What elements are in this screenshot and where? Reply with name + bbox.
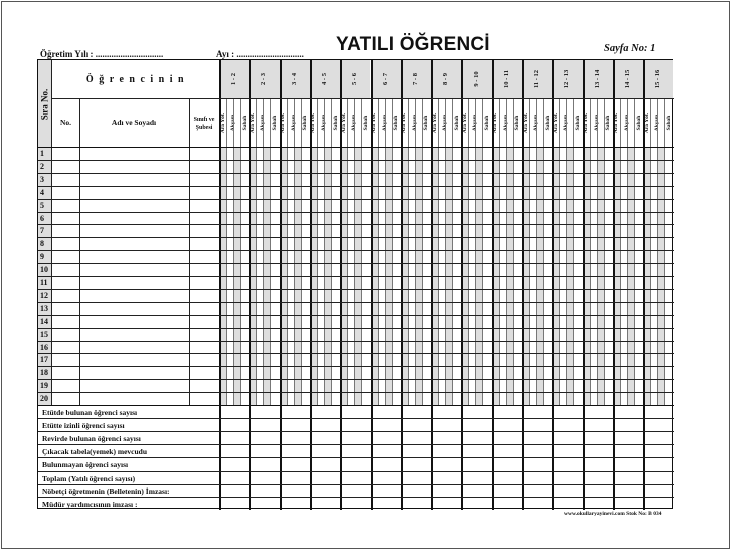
page-number: Sayfa No: 1 — [604, 43, 656, 54]
row-divider — [38, 160, 674, 161]
student-row[interactable] — [52, 199, 674, 212]
name-divider — [189, 98, 190, 405]
sub-column-label: Akşam — [472, 114, 479, 131]
sub-column-label: Sabah — [302, 115, 309, 130]
sub-column-label: Ara Yöt. — [492, 112, 499, 133]
student-row[interactable] — [52, 315, 674, 328]
day-group-label: 5 - 6 — [351, 73, 359, 85]
sub-column-label: Sabah — [423, 115, 430, 130]
student-row[interactable] — [52, 276, 674, 289]
no-column-header: No. — [59, 118, 72, 127]
academic-year-field: Öğretim Yılı : .............................. — [40, 49, 164, 59]
row-divider — [38, 276, 674, 277]
month-field: Ayı : .............................. — [216, 49, 304, 59]
row-divider — [38, 366, 674, 367]
sub-column-label: Ara Yöt. — [522, 112, 529, 133]
day-group-label: 3 - 4 — [290, 73, 298, 85]
sub-column-label: Sabah — [605, 115, 612, 130]
sub-column-label: Sabah — [514, 115, 521, 130]
summary-row-cells[interactable] — [219, 444, 674, 457]
summary-row-label: Müdür yardımcısının imzası : — [42, 499, 138, 509]
sub-column-label: Akşam — [654, 114, 661, 131]
sub-column-label: Sabah — [362, 115, 369, 130]
student-row[interactable] — [52, 328, 674, 341]
sub-column-label: Akşam — [230, 114, 236, 131]
summary-row-cells[interactable] — [219, 471, 674, 484]
sub-column-label: Akşam — [381, 114, 388, 131]
student-row[interactable] — [52, 379, 674, 392]
sub-column-label: Sabah — [241, 115, 248, 130]
student-row[interactable] — [52, 186, 674, 199]
sub-column-label: Akşam — [260, 114, 267, 131]
day-group-label: 15 - 16 — [654, 69, 662, 89]
row-divider — [38, 302, 674, 303]
day-group-label: 2 - 3 — [260, 73, 268, 85]
sub-column-label: Sabah — [544, 115, 551, 130]
row-divider — [38, 289, 674, 290]
row-number: 7 — [40, 226, 44, 236]
sub-column-label: Akşam — [593, 114, 600, 131]
sub-column-label: Ara Yöt. — [280, 112, 287, 133]
publisher-footer: www.okullaryayinevi.com Stok No: B 034 — [564, 511, 662, 517]
student-row[interactable] — [52, 160, 674, 173]
row-divider — [38, 341, 674, 342]
sub-column-label: Sabah — [271, 115, 278, 130]
summary-row-label: Toplam (Yatılı öğrenci sayısı) — [42, 473, 136, 483]
student-row[interactable] — [52, 302, 674, 315]
sub-column-label: Ara Yöt. — [219, 112, 226, 133]
row-divider — [38, 173, 674, 174]
row-divider — [38, 379, 674, 380]
sub-column-label: Akşam — [502, 114, 509, 131]
day-group-label: 13 - 14 — [593, 69, 601, 89]
sub-column-label: Sabah — [574, 115, 581, 130]
summary-row-cells[interactable] — [219, 405, 674, 418]
summary-row-cells[interactable] — [219, 497, 674, 510]
day-group-label: 4 - 5 — [321, 73, 329, 85]
student-row[interactable] — [52, 263, 674, 276]
student-row[interactable] — [52, 353, 674, 366]
sub-column-label: Akşam — [533, 114, 539, 131]
row-number: 19 — [40, 381, 48, 391]
row-number: 14 — [40, 316, 48, 326]
day-group-label: 10 - 11 — [502, 69, 510, 89]
row-number: 12 — [40, 290, 48, 300]
day-group-label: 9 - 10 — [472, 71, 480, 87]
sub-column-label: Sabah — [453, 115, 460, 130]
summary-row-cells[interactable] — [219, 484, 674, 497]
sub-column-label: Akşam — [442, 114, 449, 131]
sub-column-label: Sabah — [393, 115, 400, 130]
row-number: 4 — [40, 187, 44, 197]
class-header-line1: Sınıfı ve — [193, 117, 215, 123]
header-bottom — [38, 147, 674, 148]
student-row[interactable] — [52, 224, 674, 237]
row-no-header: Sıra No. — [39, 88, 50, 121]
day-group-label: 7 - 8 — [411, 73, 419, 85]
row-number: 17 — [40, 355, 48, 365]
sub-column-label: Akşam — [563, 114, 570, 131]
sub-column-label: Ara Yöt. — [249, 112, 256, 133]
row-divider — [38, 250, 674, 251]
summary-row-cells[interactable] — [219, 431, 674, 444]
row-number: 13 — [40, 303, 48, 313]
row-divider — [38, 237, 674, 238]
day-group-label: 6 - 7 — [381, 73, 389, 85]
row-number: 18 — [40, 368, 48, 378]
sub-column-label: Ara Yöt. — [371, 112, 377, 133]
sub-column-label: Akşam — [411, 114, 418, 131]
class-column-header — [189, 116, 219, 132]
sub-column-label: Ara Yöt. — [552, 112, 559, 133]
attendance-table — [37, 59, 673, 509]
row-number: 2 — [40, 161, 44, 171]
row-number: 9 — [40, 252, 44, 262]
row-divider — [38, 328, 674, 329]
summary-row-label: Çıkacak tabela(yemek) mevcudu — [42, 447, 147, 457]
row-divider — [38, 315, 674, 316]
row-number: 10 — [40, 265, 48, 275]
student-row[interactable] — [52, 366, 674, 379]
sub-column-label: Sabah — [332, 115, 339, 130]
row-number: 15 — [40, 329, 48, 339]
student-row[interactable] — [52, 392, 674, 405]
sub-column-label: Akşam — [290, 114, 297, 131]
summary-row-cells[interactable] — [219, 457, 674, 470]
row-divider — [38, 392, 674, 393]
student-row[interactable] — [52, 147, 674, 160]
sub-column-label: Ara Yöt. — [643, 112, 650, 133]
day-group-label: 14 - 15 — [624, 69, 632, 89]
row-divider — [38, 186, 674, 187]
student-group-header: Ö ğ r e n c i n i n — [85, 74, 186, 85]
sub-column-label: Akşam — [351, 114, 358, 131]
summary-row-label: Etütte izinli öğrenci sayısı — [42, 421, 125, 431]
student-row[interactable] — [52, 173, 674, 186]
summary-row-label: Bulunmayan öğrenci sayısı — [42, 460, 129, 470]
day-group-label: 8 - 9 — [442, 73, 450, 85]
sub-column-label: Ara Yöt. — [340, 112, 347, 133]
sub-column-label: Akşam — [623, 114, 630, 131]
sub-column-label: Ara Yöt. — [310, 112, 317, 133]
sub-column-label: Ara Yöt. — [401, 112, 408, 133]
no-divider — [79, 98, 80, 405]
header-divider — [51, 98, 674, 99]
row-number: 8 — [40, 239, 44, 249]
summary-row-label: Etütde bulunan öğrenci sayısı — [42, 408, 138, 417]
row-number: 1 — [40, 149, 44, 158]
row-divider — [38, 224, 674, 225]
row-number: 16 — [40, 342, 48, 352]
row-no-divider — [51, 60, 52, 405]
day-group-label: 1 - 2 — [230, 73, 238, 85]
row-number: 11 — [40, 278, 48, 287]
summary-row-label: Nöbetçi öğretmenin (Belletenin) İmzası: — [42, 486, 170, 496]
day-group-label: 11 - 12 — [533, 69, 541, 89]
class-header-line2: Şubesi — [195, 125, 213, 131]
form-title: YATILI ÖĞRENCİ — [336, 34, 490, 55]
row-divider — [38, 263, 674, 264]
summary-row-cells[interactable] — [219, 418, 674, 431]
row-divider — [38, 199, 674, 200]
student-row[interactable] — [52, 250, 674, 263]
row-divider — [38, 353, 674, 354]
name-column-header: Adı ve Soyadı — [111, 118, 157, 127]
row-number: 5 — [40, 200, 44, 210]
sub-column-label: Ara Yöt. — [583, 112, 590, 133]
row-number: 6 — [40, 213, 44, 223]
student-row[interactable] — [52, 289, 674, 302]
row-number: 3 — [40, 174, 44, 184]
day-group-label: 12 - 13 — [563, 69, 571, 89]
sub-column-label: Sabah — [665, 115, 672, 130]
sub-column-label: Ara Yöt. — [431, 112, 438, 133]
sub-column-label: Ara Yöt. — [613, 112, 620, 133]
sub-column-label: Sabah — [635, 115, 642, 130]
summary-row-label: Revirde bulunan öğrenci sayısı — [42, 434, 141, 444]
student-row[interactable] — [52, 237, 674, 250]
student-row[interactable] — [52, 212, 674, 225]
sub-column-label: Ara Yöt. — [461, 112, 468, 133]
sub-column-label: Akşam — [320, 114, 327, 131]
sub-column-label: Sabah — [484, 115, 491, 130]
row-divider — [38, 212, 674, 213]
student-row[interactable] — [52, 341, 674, 354]
row-number: 20 — [40, 394, 48, 404]
